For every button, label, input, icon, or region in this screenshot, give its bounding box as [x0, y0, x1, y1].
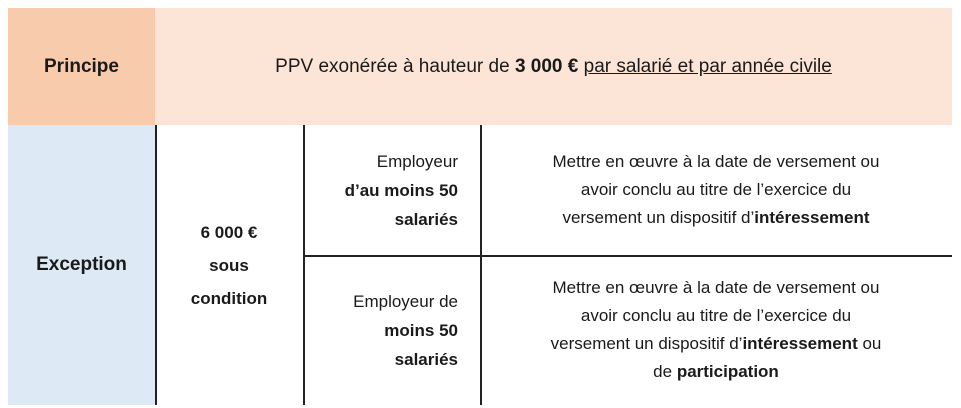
- condition-small-line4-pre: de: [653, 362, 677, 381]
- principe-amount: 3 000 €: [514, 55, 579, 77]
- employer-small-line2: moins 50: [384, 320, 458, 340]
- exception-amount-line2: sous: [209, 255, 249, 275]
- condition-large-interessement: intéressement: [754, 208, 870, 227]
- exception-label: [8, 125, 155, 405]
- employer-cell-large: [303, 125, 480, 255]
- condition-small-line4: [551, 358, 882, 386]
- exception-amount-value: 6 000 €: [200, 222, 258, 242]
- divider-amount-right: [303, 125, 305, 405]
- principe-text: [155, 8, 952, 125]
- condition-small-line3: [551, 330, 882, 358]
- principe-underlined: par salarié et par année civile: [583, 55, 832, 77]
- employer-small-line3: salariés: [394, 349, 458, 369]
- employer-cell-small: [303, 255, 480, 405]
- condition-large-line3-pre: versement un dispositif d’: [562, 208, 755, 227]
- condition-large-line1: Mettre en œuvre à la date de versement ou: [552, 152, 880, 171]
- condition-small-line2: avoir conclu au titre de l’exercice du: [580, 306, 852, 325]
- divider-amount-left: [155, 125, 157, 405]
- employer-small-line1: Employeur de: [353, 291, 458, 311]
- condition-small-line3-post: ou: [857, 334, 882, 353]
- principe-sentence: [275, 56, 832, 78]
- employer-large-line2: d’au moins 50: [344, 180, 458, 200]
- condition-small-line1: Mettre en œuvre à la date de versement ou: [552, 278, 880, 297]
- condition-large-line3: [553, 204, 880, 232]
- exception-label-text: Exception: [36, 254, 127, 275]
- condition-large-line2: avoir conclu au titre de l’exercice du: [580, 180, 852, 199]
- exception-amount: [155, 125, 303, 405]
- condition-small-participation: participation: [676, 362, 779, 381]
- condition-cell-large: [480, 125, 952, 255]
- divider-row-split: [303, 255, 952, 257]
- condition-cell-small: [480, 255, 952, 405]
- condition-small-interessement: intéressement: [742, 334, 858, 353]
- employer-large-line1: Employeur: [376, 151, 458, 171]
- condition-small-line3-pre: versement un dispositif d’: [550, 334, 743, 353]
- exception-amount-line3: condition: [190, 288, 268, 308]
- divider-employer-right: [480, 125, 482, 405]
- principe-text-before: PPV exonérée à hauteur de: [275, 55, 515, 77]
- employer-large-line3: salariés: [394, 209, 458, 229]
- principe-label-text: Principe: [44, 55, 119, 77]
- principe-label: [8, 8, 155, 125]
